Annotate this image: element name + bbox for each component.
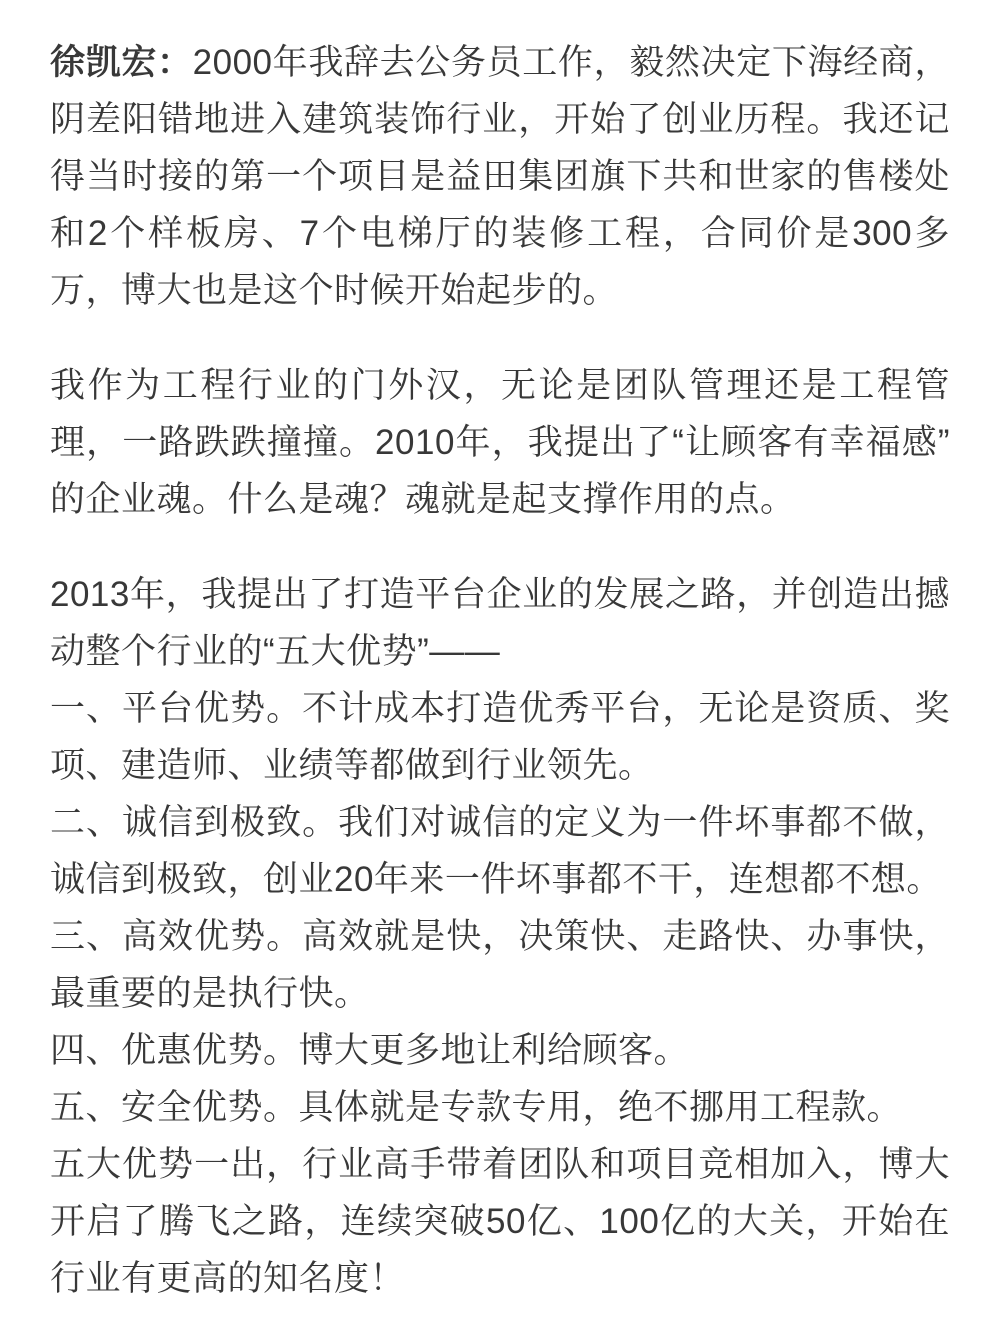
paragraph-3-closing: 五大优势一出，行业高手带着团队和项目竞相加入，博大开启了腾飞之路，连续突破50亿、100亿的大关，开始在行业有更高的知名度！: [50, 1145, 950, 1298]
paragraph-2: 我作为工程行业的门外汉，无论是团队管理还是工程管理，一路跌跌撞撞。2010年，我提出了“让顾客有幸福感”的企业魂。什么是魂？魂就是起支撑作用的点。: [50, 366, 950, 519]
advantage-item-1: 一、平台优势。不计成本打造优秀平台，无论是资质、奖项、建造师、业绩等都做到行业领先。: [50, 689, 950, 785]
advantage-item-5: 五、安全优势。具体就是专款专用，绝不挪用工程款。: [50, 1088, 903, 1127]
advantage-item-4: 四、优惠优势。博大更多地让利给顾客。: [50, 1031, 690, 1070]
paragraph-1-text: 2000年我辞去公务员工作，毅然决定下海经商，阴差阳错地进入建筑装饰行业，开始了创业历程。我还记得当时接的第一个项目是益田集团旗下共和世家的售楼处和2个样板房、7个电梯厅的装修工程，合同价是300多万，博大也是这个时候开始起步的。: [50, 43, 950, 310]
paragraph-3: [50, 566, 950, 1307]
paragraph-1: [50, 34, 950, 319]
advantage-item-3: 三、高效优势。高效就是快，决策快、走路快、办事快，最重要的是执行快。: [50, 917, 950, 1013]
advantage-item-2: 二、诚信到极致。我们对诚信的定义为一件坏事都不做，诚信到极致，创业20年来一件坏事都不干，连想都不想。: [50, 803, 950, 899]
paragraph-3-intro: 2013年，我提出了打造平台企业的发展之路，并创造出撼动整个行业的“五大优势”——: [50, 575, 950, 671]
article-body: [50, 0, 950, 1333]
speaker-name: 徐凯宏：: [50, 43, 193, 82]
